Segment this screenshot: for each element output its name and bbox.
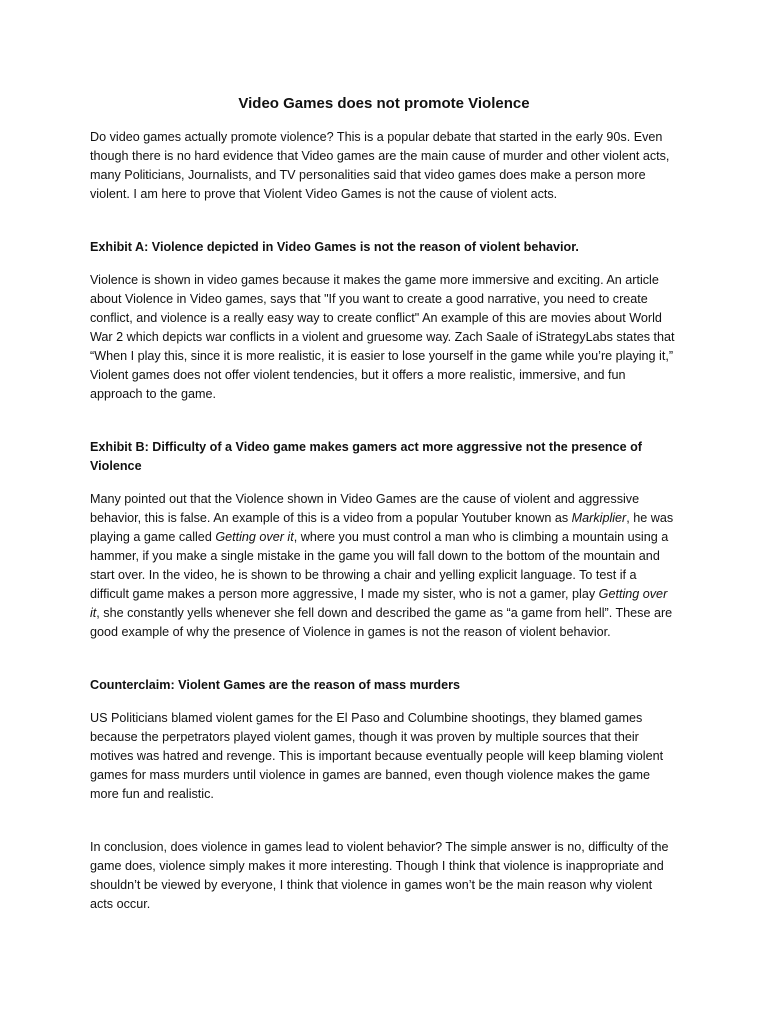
spacer: [90, 695, 678, 709]
exhibit-b-text-2: , he was playing a game called: [90, 511, 674, 544]
document-title: Video Games does not promote Violence: [238, 95, 530, 112]
exhibit-b-text-4: , she constantly yells whenever she fell down and described the game as “a game from hell”. These are good example of why the presence of Violence in games is not the reason of violent behavior.: [90, 606, 673, 639]
exhibit-a-paragraph: Violence is shown in video games because it makes the game more immersive and exciting. An article about Violence in Video games, says that "If you want to create a good narrative, you need to create conflict, and violence is a really easy way to create conflict" An example of this are movies about World War 2 which depicts war conflicts in a violent and gruesome way. Zach Saale of iStrategyLabs states that “When I play this, since it is more realistic, it is easier to lose yourself in the game while you’re playing it,” Violent games does not offer violent tendencies, but it offers a more realistic, immersive, and fun approach to the game.: [90, 273, 675, 401]
exhibit-b-text-1: Many pointed out that the Violence shown in Video Games are the cause of violent and aggressive behavior, this is false. An example of this is a video from a popular Youtuber known as: [90, 492, 640, 525]
counterclaim-paragraph: US Politicians blamed violent games for the El Paso and Columbine shootings, they blamed games because the perpetrators played violent games, though it was proven by multiple sources that their motives was hatred and revenge. This is important because eventually people will keep blaming violent games for mass murders until violence in games are banned, even though violence makes the game more fun and realistic.: [90, 711, 664, 801]
youtuber-name: Markiplier: [571, 511, 627, 525]
spacer: [90, 804, 678, 838]
spacer: [90, 257, 678, 271]
exhibit-b-text-3: , where you must control a man who is climbing a mountain using a hammer, if you make a single mistake in the game you will fall down to the bottom of the mountain and start over. In the video, he is shown to be throwing a chair and yelling explicit language. To test if a difficult game makes a person more aggressive, I made my sister, who is not a gamer, play: [90, 530, 669, 601]
document-page: [90, 92, 678, 914]
exhibit-a-heading: Exhibit A: Violence depicted in Video Games is not the reason of violent behavior.: [90, 240, 579, 254]
conclusion-paragraph: In conclusion, does violence in games lead to violent behavior? The simple answer is no, difficulty of the game does, violence simply makes it more interesting. Though I think that violence is inappropriate and shouldn’t be viewed by everyone, I think that violence in games won’t be the main reason why violent acts occur.: [90, 840, 669, 911]
spacer: [90, 642, 678, 676]
counterclaim-heading: Counterclaim: Violent Games are the reason of mass murders: [90, 678, 461, 692]
intro-paragraph: Do video games actually promote violence? This is a popular debate that started in the early 90s. Even though there is no hard evidence that Video games are the main cause of murder and other violent acts, many Politicians, Journalists, and TV personalities said that video games does make a person more violent. I am here to prove that Violent Video Games is not the cause of violent acts.: [90, 130, 670, 201]
game-title: Getting over it: [215, 530, 294, 544]
exhibit-b-heading: Exhibit B: Difficulty of a Video game makes gamers act more aggressive not the presence of Violence: [90, 440, 642, 473]
spacer: [90, 204, 678, 238]
spacer: [90, 476, 678, 490]
spacer: [90, 404, 678, 438]
exhibit-b-paragraph: [90, 490, 678, 642]
game-title: Getting over it: [90, 587, 668, 620]
